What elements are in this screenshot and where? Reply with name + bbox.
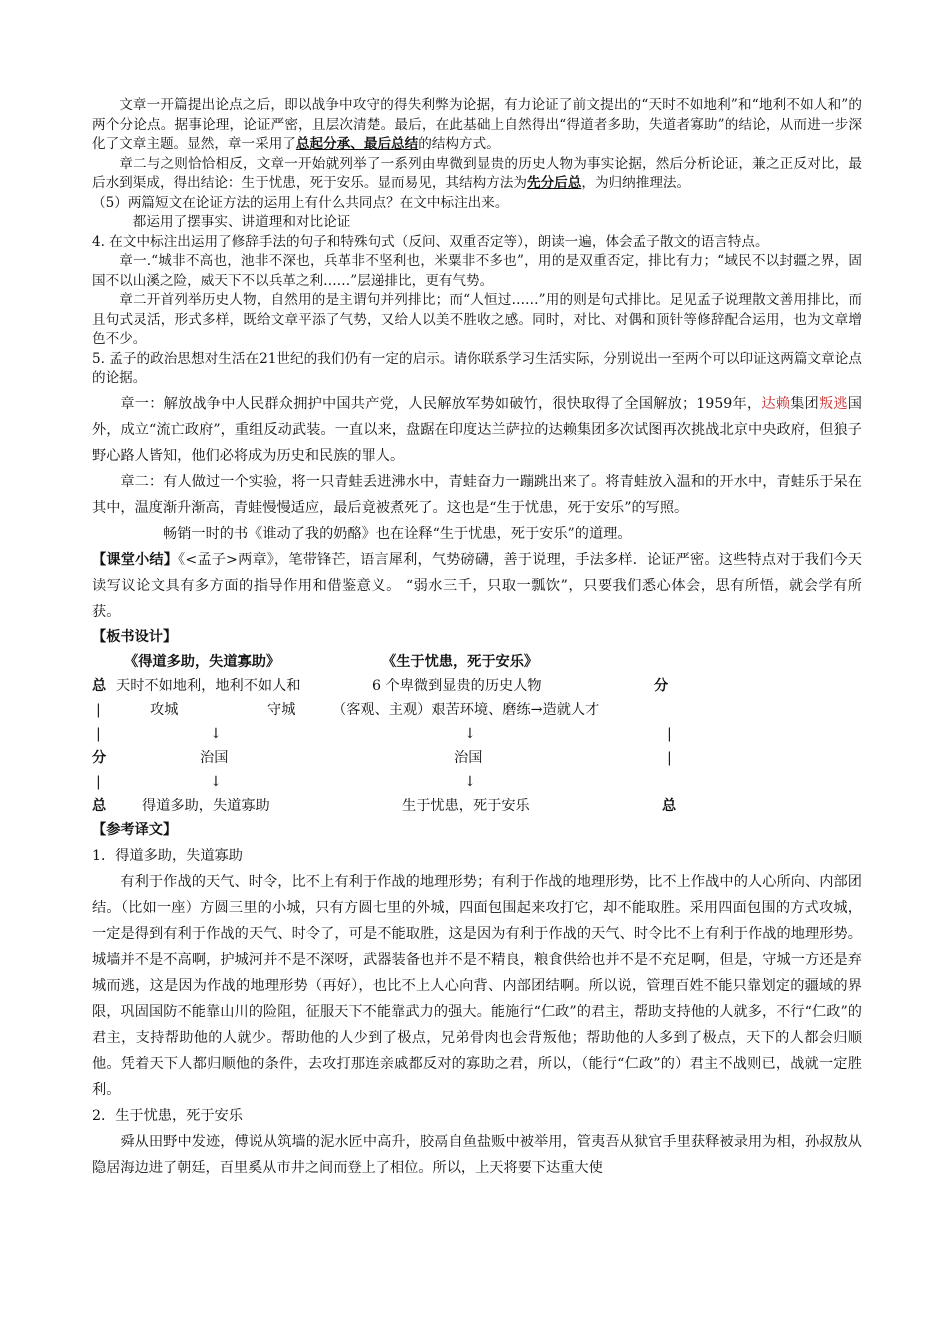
- text: 章二与之则恰恰相反，文章一开始就列举了一系列由卑微到显贵的历史人物为事实论据，然后分析论证，兼之正反对比，最后水到渠成，得出结论：生于忧患，死于安乐。显而易见，其结构方法为: [92, 155, 862, 191]
- text: 国外，成立“流亡政府”，重组反动武装。一直以来，盘踞在印度达兰萨拉的达赖集团多次试图再次挑战北京中央政府，但狼子野心路人皆知，他们必将成为历史和民族的罪人。: [92, 395, 862, 464]
- board-text: 生于忧患，死于安乐: [402, 797, 530, 814]
- question-5b: 5. 孟子的政治思想对生活在21世纪的我们仍有一定的启示。请你联系学习生活实际，分别说出一至两个可以印证这两篇文章论点的论据。: [92, 350, 862, 386]
- question-5: （5）两篇短文在论证方法的运用上有什么共同点？在文中标注出来。: [92, 194, 509, 211]
- board-row-3: [92, 722, 862, 746]
- text: ，为归纳推理法。: [581, 175, 691, 191]
- board-text: 治国: [200, 749, 229, 766]
- highlight-text: 叛逃: [818, 395, 848, 412]
- board-fen: 分: [654, 677, 669, 694]
- text: 的结构方式。: [418, 136, 500, 152]
- board-zong: 总: [92, 797, 107, 814]
- translation-1-body: 有利于作战的天气、时令，比不上有利于作战的地理形势；有利于作战的地理形势，比不上作战中的人心所向、内部团结。（比如一座）方圆三里的小城，只有方圆七里的外城，四面包围起来攻打它，却不能取胜。采用四面包围的方式攻城，一定是得到有利于作战的天气、时令了，可是不能取胜，这是因为有利于作战的天气、时令比不上有利于作战的地理形势。城墙并不是不高啊，护城河并不是不深呀，武器装备也并不是不精良，粮食供给也并不是不充足啊，但是，守城一方还是弃城而逃，这是因为作战的地理形势（再好），也比不上人心向背、内部团结啊。所以说，管理百姓不能只靠划定的疆域的界限，巩固国防不能靠山川的险阻，征服天下不能靠武力的强大。能施行“仁政”的君主，帮助支持他的人就多，不行“仁政”的君主，支持帮助他的人就少。帮助他的人少到了极点，兄弟骨肉也会背叛他；帮助他的人多到了极点，天下的人都会归顺他。凭着天下人都归顺他的条件，去攻打那连亲戚都反对的寡助之君，所以，（能行“仁政”的）君主不战则已，战就一定胜利。: [92, 873, 862, 1098]
- answer-4-part2: 章二开首列举历史人物，自然用的是主谓句并列排比；而“人恒过……”用的则是句式排比。足见孟子说理散文善用排比，而且句式灵活，形式多样，既给文章平添了气势，又给人以美不胜收之感。同时，对比、对偶和顶针等修辞配合运用，也为文章增色不少。: [92, 292, 862, 347]
- translation-heading: 【参考译文】: [92, 821, 178, 838]
- emphasis: 先分后总: [527, 175, 582, 191]
- board-title-right: 《生于忧患，死于安乐》: [382, 653, 539, 670]
- board-bar: |: [667, 749, 672, 766]
- highlight-text: 达赖: [761, 395, 791, 412]
- board-text: （客观、主观）艰苦环境、磨练→造就人才: [332, 701, 600, 718]
- board-titles: [92, 650, 862, 674]
- question-4: 4. 在文中标注出运用了修辞手法的句子和特殊句式（反问、双重否定等），朗读一遍，体会孟子散文的语言特点。: [92, 233, 769, 250]
- text: 《<孟子>两章》，笔带锋芒，语言犀利，气势磅礴，善于说理，手法多样．论证严密。这些特点对于我们今天读写议论文具有多方面的指导作用和借鉴意义。 “弱水三千，只取一瓢饮”，只要我们悉心体会，思有所悟，就会学有所获。: [92, 551, 862, 620]
- board-row-1: [92, 674, 862, 698]
- paragraph-structure-2: [92, 155, 862, 194]
- class-summary: [92, 547, 862, 625]
- translation-2-body: 舜从田野中发迹，傅说从筑墙的泥水匠中高升，胶鬲自鱼盐贩中被举用，管夷吾从狱官手里获释被录用为相，孙叔敖从隐居海边进了朝廷，百里奚从市井之间而登上了相位。所以，上天将要下达重大使: [92, 1133, 862, 1176]
- text: 集团: [790, 395, 819, 412]
- arrow-down-icon: ↓: [464, 773, 476, 790]
- paragraph-structure-1: [92, 96, 862, 155]
- board-text: 攻城: [150, 701, 179, 718]
- board-bar: |: [96, 773, 101, 790]
- board-text: 守城: [267, 701, 296, 718]
- text: 文章一开篇提出论点之后，即以战争中攻守的得失利弊为论据，有力论证了前文提出的“天时不如地利”和“地利不如人和”的两个分论点。据事论理，论证严密，且层次清楚。最后，在此基础上自然得出“得道者多助，失道者寡助”的结论，从而进一步深化了文章主题。显然，章一采用了: [92, 97, 862, 152]
- board-text: 天时不如地利，地利不如人和: [116, 677, 301, 694]
- emphasis: 总起分承、最后总结: [295, 136, 419, 152]
- arrow-down-icon: ↓: [210, 725, 222, 742]
- board-row-4: [92, 746, 862, 770]
- text: 章一：解放战争中人民群众拥护中国共产党，人民解放军势如破竹，很快取得了全国解放；1959年，: [120, 395, 762, 412]
- board-text: 得道多助，失道寡助: [142, 797, 270, 814]
- translation-1-title: 1．得道多助，失道寡助: [92, 847, 243, 864]
- translation-2-title: 2．生于忧患，死于安乐: [92, 1107, 243, 1124]
- board-title-left: 《得道多助，失道寡助》: [124, 653, 281, 670]
- evidence-3: 畅销一时的书《谁动了我的奶酪》也在诠释“生于忧患，死于安乐”的道理。: [163, 525, 632, 542]
- document-page: [92, 96, 862, 1181]
- board-design-heading: 【板书设计】: [92, 628, 178, 645]
- board-zong: 总: [662, 797, 677, 814]
- answer-5: 都运用了摆事实、讲道理和对比论证: [132, 214, 351, 230]
- board-bar: |: [667, 725, 672, 742]
- board-bar: |: [96, 701, 101, 718]
- board-zong: 总: [92, 677, 107, 694]
- board-design: [92, 650, 862, 818]
- board-row-6: [92, 794, 862, 818]
- board-fen: 分: [92, 749, 107, 766]
- answer-4-part1: 章一.“城非不高也，池非不深也，兵革非不坚利也，米粟非不多也”，用的是双重否定，排比有力；“域民不以封疆之界，固国不以山溪之险，威天下不以兵革之利……”层递排比，更有气势。: [92, 253, 862, 289]
- evidence-1: [92, 391, 862, 469]
- board-bar: |: [96, 725, 101, 742]
- board-text: 6 个卑微到显贵的历史人物: [372, 677, 542, 694]
- arrow-down-icon: ↓: [464, 725, 476, 742]
- section-label: 【课堂小结】: [92, 551, 179, 568]
- board-row-5: [92, 770, 862, 794]
- evidence-2: 章二：有人做过一个实验，将一只青蛙丢进沸水中，青蛙奋力一蹦跳出来了。将青蛙放入温和的开水中，青蛙乐于呆在其中，温度渐升渐高，青蛙慢慢适应，最后竟被煮死了。这也是“生于忧患，死于安乐”的写照。: [92, 473, 862, 516]
- board-row-2: [92, 698, 862, 722]
- arrow-down-icon: ↓: [210, 773, 222, 790]
- board-text: 治国: [454, 749, 483, 766]
